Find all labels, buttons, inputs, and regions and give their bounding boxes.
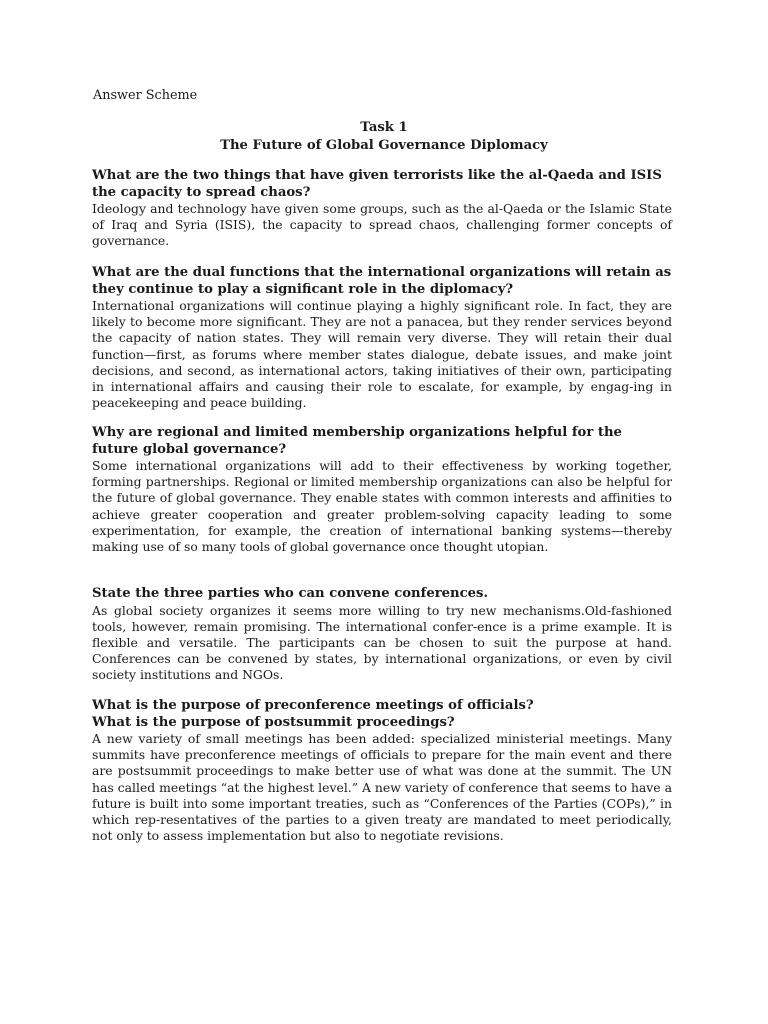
question: What are the dual functions that the international organizations will retain as they continue to play a significant role in the diplomacy?	[92, 265, 672, 297]
question: State the three parties who can convene conferences.	[92, 586, 489, 601]
answer: Some international organizations will add to their effectiveness by working together, forming partnerships. Regional or limited membership organizations can also be helpful for the future of global governance. They enable states with common interests and affinities to achieve greater cooperation and greater problem-solving capacity leading to some experimentation, for example, the creation of international banking systems—thereby making use of so many tools of global governance once thought utopian.	[92, 458, 672, 555]
answer: Ideology and technology have given some groups, such as the al-Qaeda or the Islamic State of Iraq and Syria (ISIS), the capacity to spread chaos, challenging former concepts of governance.	[92, 201, 672, 249]
qa-section-3	[92, 425, 672, 555]
qa-section-4	[92, 586, 672, 684]
qa-section-2	[92, 265, 672, 411]
question: What is the purpose of preconference meetings of officials?	[92, 698, 534, 713]
answer: A new variety of small meetings has been added: specialized ministerial meetings. Many summits have preconference meetings of officials to prepare for the main event and there are postsummit proceedings to make better use of what was done at the summit. The UN has called meetings “at the highest level.” A new variety of conference that seems to have a future is built into some important treaties, such as “Conferences of the Parties (COPs),” in which rep-resentatives of the parties to a given treaty are mandated to meet periodically, not only to assess implementation but also to negotiate revisions.	[92, 731, 672, 844]
answer: As global society organizes it seems more willing to try new mechanisms.Old-fashioned tools, however, remain promising. The international confer-ence is a prime example. It is flexible and versatile. The participants can be chosen to suit the purpose at hand. Conferences can be convened by states, by international organizations, or even by civil society institutions and NGOs.	[92, 602, 672, 683]
answer-scheme-label: Answer Scheme	[93, 88, 198, 103]
question: What are the two things that have given terrorists like the al-Qaeda and ISIS the capacity to spread chaos?	[92, 168, 662, 200]
qa-section-5	[92, 698, 672, 844]
qa-section-1	[92, 168, 672, 250]
title-block	[93, 119, 675, 154]
answer: International organizations will continue playing a highly significant role. In fact, they are likely to become more significant. They are not a panacea, but they render services beyond the capacity of nation states. They will remain very diverse. They will retain their dual function—first, as forums where member states dialogue, debate issues, and make joint decisions, and second, as international actors, taking initiatives of their own, participating in international affairs and causing their role to escalate, for example, by engag-ing in peacekeeping and peace building.	[92, 298, 672, 411]
task-number: Task 1	[360, 120, 408, 135]
question: Why are regional and limited membership organizations helpful for the future global governance?	[92, 425, 622, 457]
question: What is the purpose of postsummit proceedings?	[92, 714, 455, 730]
document-title: The Future of Global Governance Diplomacy	[220, 137, 548, 153]
